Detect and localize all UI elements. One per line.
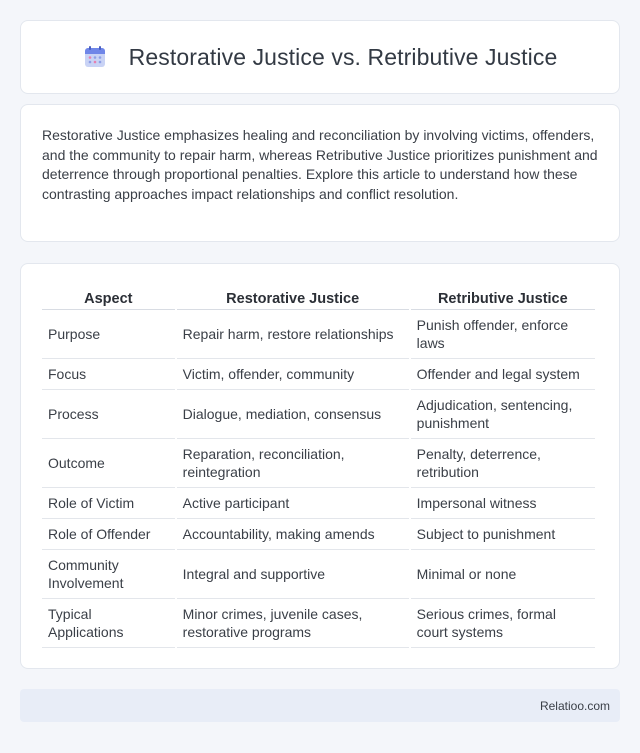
intro-text: Restorative Justice emphasizes healing and reconciliation by involving victims, offenders, and the community to repair harm, whereas Retributive Justice prioritizes punishment and deterrence through proportional penalties. Explore this article to understand how these contrasting approaches impact relationships and conflict resolution. [42, 127, 598, 202]
footer [20, 689, 620, 722]
cell-aspect: Typical Applications [42, 599, 175, 648]
cell-aspect: Role of Victim [42, 488, 175, 519]
table-row [42, 599, 595, 648]
cell-restorative: Minor crimes, juvenile cases, restorative programs [177, 599, 409, 648]
cell-restorative: Integral and supportive [177, 550, 409, 599]
cell-restorative: Active participant [177, 488, 409, 519]
cell-restorative: Repair harm, restore relationships [177, 310, 409, 359]
cell-retributive: Punish offender, enforce laws [411, 310, 595, 359]
table-header-row [42, 286, 595, 310]
cell-retributive: Impersonal witness [411, 488, 595, 519]
title-wrap [83, 44, 558, 71]
table-row [42, 439, 595, 488]
cell-aspect: Role of Offender [42, 519, 175, 550]
cell-restorative: Accountability, making amends [177, 519, 409, 550]
cell-aspect: Process [42, 390, 175, 439]
title-card [20, 20, 620, 94]
cell-retributive: Offender and legal system [411, 359, 595, 390]
intro-card [20, 104, 620, 242]
comparison-table-card [20, 263, 620, 669]
header-restorative: Restorative Justice [177, 286, 409, 310]
cell-retributive: Minimal or none [411, 550, 595, 599]
cell-retributive: Adjudication, sentencing, punishment [411, 390, 595, 439]
comparison-table [40, 286, 597, 648]
cell-restorative: Victim, offender, community [177, 359, 409, 390]
page-title: Restorative Justice vs. Retributive Justice [128, 43, 558, 70]
cell-restorative: Dialogue, mediation, consensus [177, 390, 409, 439]
cell-aspect: Focus [42, 359, 175, 390]
table-row [42, 550, 595, 599]
header-retributive: Retributive Justice [411, 286, 595, 310]
table-row [42, 359, 595, 390]
table-row [42, 488, 595, 519]
cell-aspect: Purpose [42, 310, 175, 359]
header-aspect: Aspect [42, 286, 175, 310]
table-row [42, 519, 595, 550]
cell-retributive: Penalty, deterrence, retribution [411, 439, 595, 488]
calendar-icon [83, 45, 107, 69]
cell-retributive: Subject to punishment [411, 519, 595, 550]
cell-aspect: Community Involvement [42, 550, 175, 599]
table-row [42, 310, 595, 359]
cell-retributive: Serious crimes, formal court systems [411, 599, 595, 648]
cell-restorative: Reparation, reconciliation, reintegration [177, 439, 409, 488]
table-row [42, 390, 595, 439]
footer-brand-link[interactable]: Relatioo.com [539, 698, 610, 713]
cell-aspect: Outcome [42, 439, 175, 488]
